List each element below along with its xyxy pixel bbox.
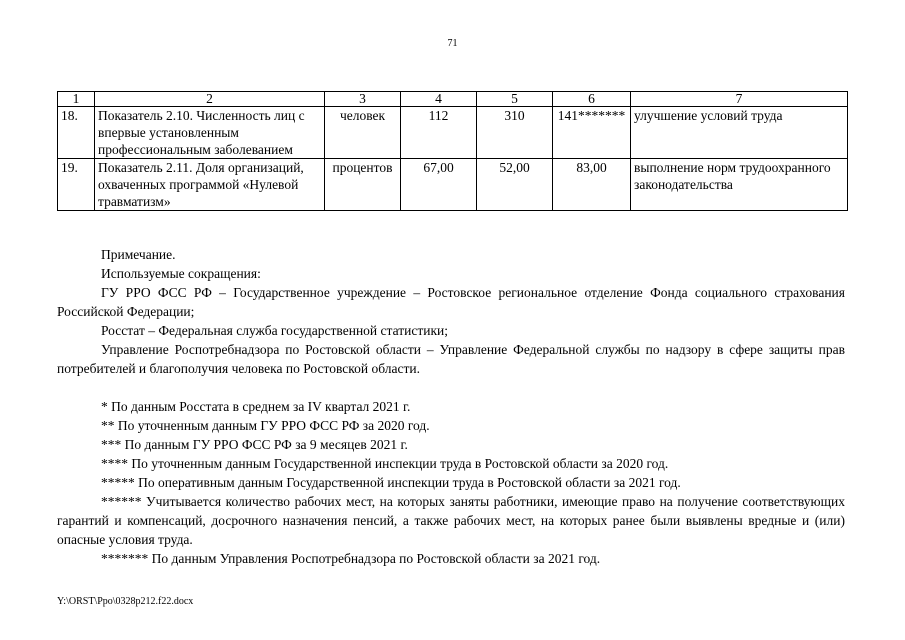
value-cell: 52,00 <box>477 159 553 211</box>
header-cell: 5 <box>477 92 553 107</box>
value-cell: 67,00 <box>401 159 477 211</box>
header-cell: 3 <box>325 92 401 107</box>
notes-section <box>57 245 845 568</box>
result-cell: улучшение условий труда <box>631 107 848 159</box>
value-cell: 112 <box>401 107 477 159</box>
footnote: ******* По данным Управления Роспотребнадзора по Ростовской области за 2021 год. <box>101 551 601 566</box>
table-header-row <box>58 92 848 107</box>
value-cell: 310 <box>477 107 553 159</box>
row-number: 18. <box>58 107 95 159</box>
file-path-footer: Y:\ORST\Ppo\0328p212.f22.docx <box>57 596 194 607</box>
header-cell: 4 <box>401 92 477 107</box>
unit-cell: процентов <box>325 159 401 211</box>
value-cell: 141******* <box>553 107 631 159</box>
value-cell: 83,00 <box>553 159 631 211</box>
indicators-table <box>57 91 848 211</box>
header-cell: 6 <box>553 92 631 107</box>
unit-cell: человек <box>325 107 401 159</box>
abbreviation-item: Росстат – Федеральная служба государственной статистики; <box>101 323 448 338</box>
footnote: ** По уточненным данным ГУ РРО ФСС РФ за 2020 год. <box>101 418 430 433</box>
notes-title: Примечание. <box>101 247 176 262</box>
abbreviations-heading: Используемые сокращения: <box>101 266 261 281</box>
footnote: *** По данным ГУ РРО ФСС РФ за 9 месяцев 2021 г. <box>101 437 408 452</box>
page-number: 71 <box>447 38 458 49</box>
footnote: * По данным Росстата в среднем за IV квартал 2021 г. <box>101 399 411 414</box>
spacer <box>57 378 845 397</box>
footnote: **** По уточненным данным Государственной инспекции труда в Ростовской области за 2020 год. <box>101 456 669 471</box>
table-row <box>58 107 848 159</box>
header-cell: 2 <box>95 92 325 107</box>
header-cell: 1 <box>58 92 95 107</box>
abbreviation-item: Управление Роспотребнадзора по Ростовской области – Управление Федеральной службы по надзору в сфере защиты прав потребителей и благополучия человека по Ростовской области. <box>57 342 845 376</box>
row-number: 19. <box>58 159 95 211</box>
footnote: ****** Учитывается количество рабочих мест, на которых заняты работники, имеющие право на получение соответствующих гарантий и компенсаций, досрочного назначения пенсий, а также рабочих мест, на которых ранее были выявлены вредные и (или) опасные условия труда. <box>57 494 845 547</box>
abbreviation-item: ГУ РРО ФСС РФ – Государственное учреждение – Ростовское региональное отделение Фонда социального страхования Российской Федерации; <box>57 285 845 319</box>
table-row <box>58 159 848 211</box>
result-cell: выполнение норм трудоохранного законодательства <box>631 159 848 211</box>
indicator-cell: Показатель 2.11. Доля организаций, охваченных программой «Нулевой травматизм» <box>95 159 325 211</box>
header-cell: 7 <box>631 92 848 107</box>
footnote: ***** По оперативным данным Государственной инспекции труда в Ростовской области за 2021 год. <box>101 475 681 490</box>
indicator-cell: Показатель 2.10. Численность лиц с впервые установленным профессиональным заболеванием <box>95 107 325 159</box>
